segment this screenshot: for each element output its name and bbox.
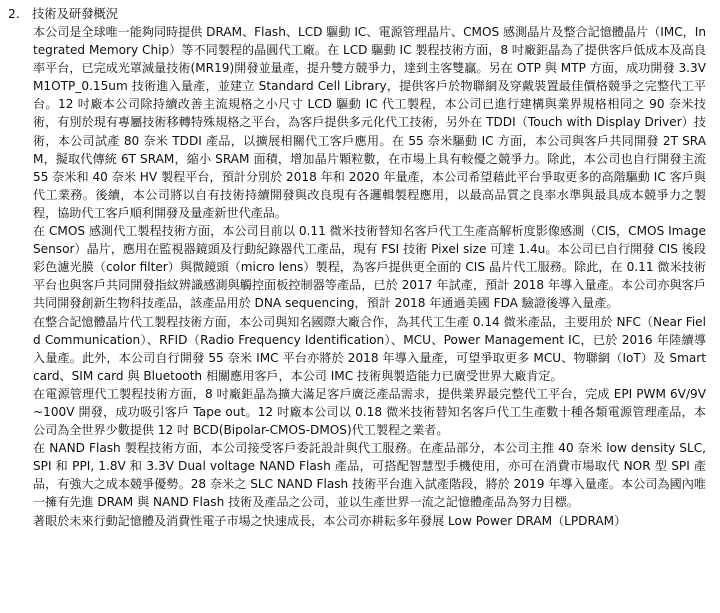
paragraph-lcd-driver-ic: 本公司是全球唯一能夠同時提供 DRAM、Flash、LCD 驅動 IC、電源管理晶片、CMOS 感測晶片及整合記憶體晶片（IMC，Integrated Memory Chip）等不同製程的晶圓代工廠。在 LCD 驅動 IC 製程技術方面，8 吋廠鉅晶為了提供客戶低成本及高良率平台，已完成光罩減量技術(MR19)開發並量產，提升雙方競爭力，達到主客雙贏。另在 OTP 與 MTP 方面，成功開發 3.3V M1OTP_0.15um 技術進入量產，並建立 Standard Cell Library，提供客戶於物聯網及穿戴裝置最佳價格競爭之完整代工平台。12 吋廠本公司除持續改善主流規格之小尺寸 LCD 驅動 IC 代工製程，本公司已進行建構與業界規格相同之 90 奈米技術，有別於現有專屬技術移轉特殊規格之平台，為客戶提供多元化代工技術，另外在 TDDI（Touch with Display Driver）技術，本公司試產 80 奈米 TDDI 產品，以擴展相關代工客戶應用。在 55 奈米驅動 IC 方面，本公司與客戶共同開發 2T SRAM，擬取代傳統 6T SRAM，縮小 SRAM 面積，增加晶片顆粒數，在市場上具有較優之競爭力。除此，本公司也自行開發主流 55 奈米和 40 奈米 HV 製程平台，預計分別於 2018 年和 2020 年量產，本公司希望藉此平台爭取更多的高階驅動 IC 客戶與代工業務。後續，本公司將以自有技術持續開發與改良現有各邏輯製程應用，以最高品質之良率水準與最具成本競爭力之製程，協助代工客戶順利開發及量產新世代產品。 <box>33 25 707 220</box>
paragraph-integrated-memory-chip: 在整合記憶體晶片代工製程技術方面，本公司與知名國際大廠合作，為其代工生產 0.14 微米產品，主要用於 NFC（Near Field Communication）、RFID（Radio Frequency Identification）、MCU、Power Management IC，已於 2016 年陸續導入量產。此外，本公司自行開發 55 奈米 IMC 平台亦將於 2018 年導入量產，可望爭取更多 MCU、物聯網（IoT）及 Smart card、SIM card 與 Bluetooth 相關應用客戶，本公司 IMC 技術與製造能力已廣受世界大廠肯定。 <box>33 314 706 383</box>
section-title: 技術及研發概況 <box>32 7 119 21</box>
section-heading <box>8 5 706 23</box>
paragraph-power-management: 在電源管理代工製程技術方面，8 吋廠鉅晶為擴大滿足客戶廣泛產品需求，提供業界最完整代工平台，完成 EPI PWM 6V/9V~100V 開發，成功吸引客戶 Tape out。12 吋廠本公司以 0.18 微米技術替知名客戶代工生產數十種各類電源管理產品，本公司為全世界少數提供 12 吋 BCD(Bipolar-CMOS-DMOS)代工製程之業者。 <box>33 386 706 438</box>
section-body <box>8 23 706 530</box>
paragraph-cmos-sensor: 在 CMOS 感測代工製程技術方面，本公司目前以 0.11 微米技術替知名客戶代工生產高解析度影像感測（CIS，CMOS Image Sensor）晶片，應用在監視器鏡頭及行動紀錄器代工產品，現有 FSI 技術 Pixel size 可達 1.4u。本公司已自行開發 CIS 後段彩色濾光膜（color filter）與微鏡頭（micro lens）製程，為客戶提供更全面的 CIS 晶片代工服務。除此，在 0.11 微米技術平台也與客戶共同開發指紋辨識感測與觸控面板控制器等產品，已於 2017 年試產，預計 2018 年導入量產。本公司亦與客戶共同開發創新生物科技產品，該產品用於 DNA sequencing，預計 2018 年通過美國 FDA 驗證後導入量產。 <box>33 224 706 311</box>
paragraph-lpdram: 著眼於未來行動記憶體及消費性電子市場之快速成長，本公司亦耕耘多年發展 Low Power DRAM（LPDRAM） <box>33 513 627 528</box>
section-number: 2. <box>8 7 20 21</box>
paragraph-nand-flash: 在 NAND Flash 製程技術方面，本公司接受客戶委託設計與代工服務。在產品部分，本公司主推 40 奈米 low density SLC, SPI 和 PPI, 1.8V 和 3.3V Dual voltage NAND Flash 產品，可搭配智慧型手機使用，亦可在消費市場取代 NOR 型 SPI 產品，有強大之成本競爭優勢。28 奈米之 SLC NAND Flash 技術平台進入試產階段，將於 2019 年導入量產。本公司為國內唯一擁有先進 DRAM 與 NAND Flash 技術及產品之公司，並以生產世界一流之記憶體產品為努力目標。 <box>33 441 706 510</box>
